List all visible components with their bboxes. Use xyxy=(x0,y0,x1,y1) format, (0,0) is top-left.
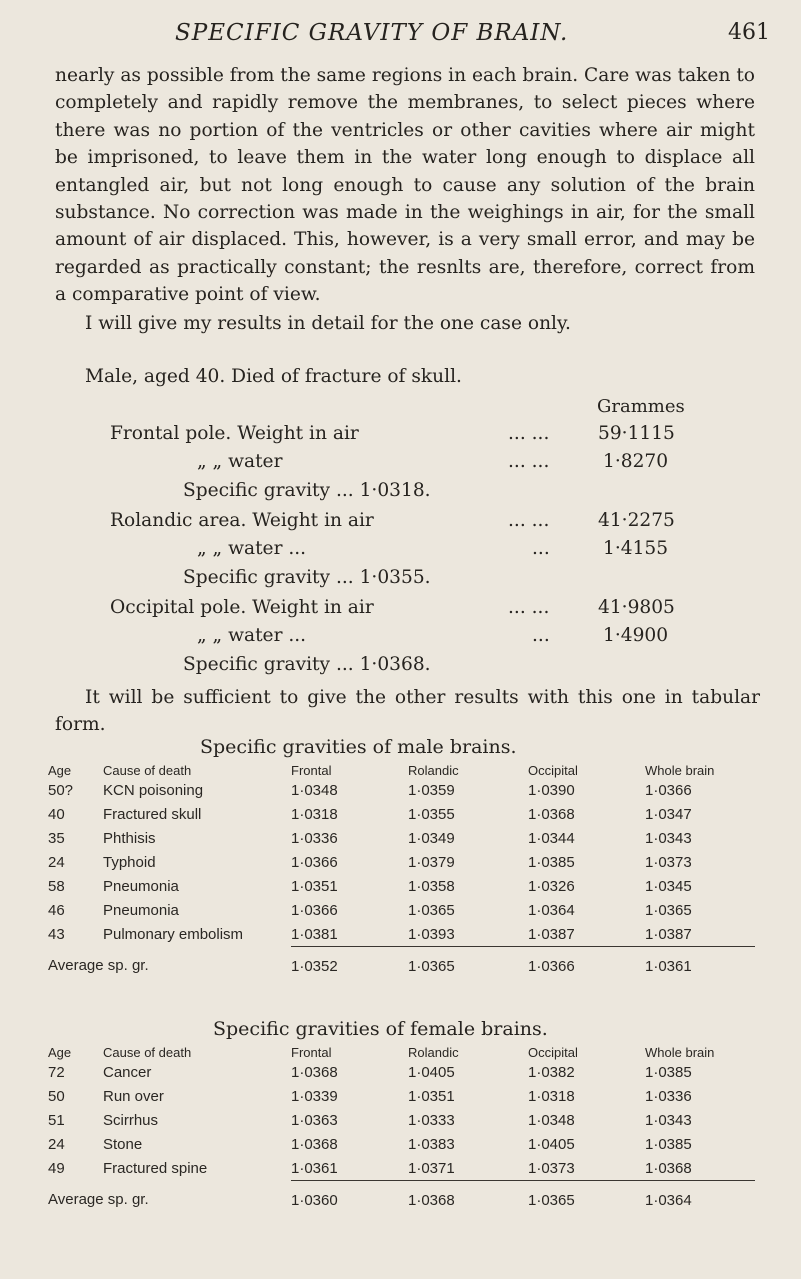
leader-dots: ... ... xyxy=(508,597,550,618)
table-row xyxy=(48,898,755,922)
average-value: 1·0365 xyxy=(528,1181,645,1212)
cause-cell: Fractured spine xyxy=(103,1159,208,1177)
rolandic-cell: 1·0405 xyxy=(408,1063,455,1081)
rolandic-cell: 1·0349 xyxy=(408,829,455,847)
whole-brain-cell: 1·0368 xyxy=(645,1159,692,1177)
measure-value: 1·8270 xyxy=(603,451,669,472)
rolandic-cell: 1·0393 xyxy=(408,925,455,943)
whole-brain-cell: 1·0365 xyxy=(645,901,692,919)
column-header: Occipital xyxy=(528,763,578,778)
rolandic-cell: 1·0355 xyxy=(408,805,455,823)
column-header: Whole brain xyxy=(645,1045,715,1060)
table-header-row xyxy=(48,760,755,778)
whole-brain-cell: 1·0385 xyxy=(645,1063,692,1081)
occipital-cell: 1·0387 xyxy=(528,925,575,943)
column-header: Age xyxy=(48,763,72,778)
cause-cell: Fractured skull xyxy=(103,805,202,823)
average-label: Average sp. gr. xyxy=(48,1191,149,1209)
whole-brain-cell: 1·0336 xyxy=(645,1087,692,1105)
age-cell: 72 xyxy=(48,1063,65,1081)
rolandic-cell: 1·0379 xyxy=(408,853,455,871)
frontal-cell: 1·0366 xyxy=(291,901,338,919)
rolandic-cell: 1·0351 xyxy=(408,1087,455,1105)
cause-cell: Stone xyxy=(103,1135,143,1153)
rolandic-cell: 1·0358 xyxy=(408,877,455,895)
measure-label: Rolandic area. Weight in air xyxy=(110,510,374,531)
cause-cell: Pulmonary embolism xyxy=(103,925,244,943)
whole-brain-cell: 1·0347 xyxy=(645,805,692,823)
measure-value: 41·9805 xyxy=(598,597,675,618)
rolandic-cell: 1·0371 xyxy=(408,1159,455,1177)
frontal-cell: 1·0363 xyxy=(291,1111,338,1129)
running-head xyxy=(0,20,801,52)
age-cell: 35 xyxy=(48,829,65,847)
male-table-caption: Specific gravities of male brains. xyxy=(200,736,517,758)
table-row xyxy=(48,1156,755,1181)
average-value: 1·0364 xyxy=(645,1181,755,1212)
average-value: 1·0361 xyxy=(645,947,755,978)
frontal-cell: 1·0336 xyxy=(291,829,338,847)
average-label: Average sp. gr. xyxy=(48,957,149,975)
page-number: 461 xyxy=(728,20,770,45)
column-header: Frontal xyxy=(291,763,332,778)
frontal-cell: 1·0348 xyxy=(291,781,338,799)
age-cell: 24 xyxy=(48,853,65,871)
column-header: Cause of death xyxy=(103,1045,192,1060)
occipital-cell: 1·0368 xyxy=(528,805,575,823)
occipital-cell: 1·0390 xyxy=(528,781,575,799)
column-header: Occipital xyxy=(528,1045,578,1060)
table-row xyxy=(48,1084,755,1108)
column-header: Whole brain xyxy=(645,763,715,778)
rolandic-cell: 1·0333 xyxy=(408,1111,455,1129)
measure-value: 1·4155 xyxy=(603,538,669,559)
case-heading: Male, aged 40. Died of fracture of skull. xyxy=(85,366,462,387)
leader-dots: ... ... xyxy=(508,423,550,444)
occipital-cell: 1·0385 xyxy=(528,853,575,871)
frontal-cell: 1·0361 xyxy=(291,1159,338,1177)
intro-paragraph: nearly as possible from the same regions in each brain. Care was taken to completely and rapidly remove the membranes, to select pieces where there was no portion of the ventricles or other cavities where air might be imprisoned, to leave them in the water long enough to displace all entangled air, but not long enough to cause any solution of the brain substance. No correction was made in the weighings in air, for the small amount of air displaced. This, however, is a very small error, and may be regarded as practically constant; the resnlts are, therefore, correct from a comparative point of view. xyxy=(55,65,755,306)
measure-value: 1·4900 xyxy=(603,625,669,646)
frontal-cell: 1·0381 xyxy=(291,925,338,943)
tabular-sentence: It will be sufficient to give the other results with this one in tabular form. xyxy=(55,687,760,736)
frontal-cell: 1·0318 xyxy=(291,805,338,823)
frontal-cell: 1·0368 xyxy=(291,1063,338,1081)
table-row xyxy=(48,1060,755,1084)
average-value: 1·0360 xyxy=(291,1181,408,1212)
occipital-cell: 1·0373 xyxy=(528,1159,575,1177)
leader-dots: ... ... xyxy=(508,510,550,531)
average-value: 1·0352 xyxy=(291,947,408,978)
rolandic-cell: 1·0383 xyxy=(408,1135,455,1153)
table-row xyxy=(48,874,755,898)
age-cell: 40 xyxy=(48,805,65,823)
whole-brain-cell: 1·0343 xyxy=(645,1111,692,1129)
table-row xyxy=(48,1132,755,1156)
rolandic-cell: 1·0359 xyxy=(408,781,455,799)
frontal-cell: 1·0368 xyxy=(291,1135,338,1153)
whole-brain-cell: 1·0343 xyxy=(645,829,692,847)
whole-brain-cell: 1·0385 xyxy=(645,1135,692,1153)
table-row xyxy=(48,850,755,874)
leader-dots: ... xyxy=(532,538,550,559)
female-gravities-table xyxy=(48,1042,755,1211)
age-cell: 51 xyxy=(48,1111,65,1129)
average-value: 1·0365 xyxy=(408,947,528,978)
average-row xyxy=(48,1181,755,1212)
running-title: SPECIFIC GRAVITY OF BRAIN. xyxy=(175,20,569,46)
table-row xyxy=(48,826,755,850)
frontal-cell: 1·0339 xyxy=(291,1087,338,1105)
age-cell: 43 xyxy=(48,925,65,943)
age-cell: 49 xyxy=(48,1159,65,1177)
age-cell: 46 xyxy=(48,901,65,919)
unit-heading: Grammes xyxy=(597,396,685,417)
whole-brain-cell: 1·0387 xyxy=(645,925,692,943)
average-value: 1·0368 xyxy=(408,1181,528,1212)
age-cell: 50 xyxy=(48,1087,65,1105)
whole-brain-cell: 1·0373 xyxy=(645,853,692,871)
specific-gravity-line: Specific gravity ... 1·0368. xyxy=(183,654,431,675)
measure-value: 41·2275 xyxy=(598,510,675,531)
average-row xyxy=(48,947,755,978)
column-header: Cause of death xyxy=(103,763,192,778)
leader-dots: ... xyxy=(532,625,550,646)
table-row xyxy=(48,1108,755,1132)
average-value: 1·0366 xyxy=(528,947,645,978)
rolandic-cell: 1·0365 xyxy=(408,901,455,919)
cause-cell: Run over xyxy=(103,1087,164,1105)
cause-cell: Typhoid xyxy=(103,853,156,871)
specific-gravity-line: Specific gravity ... 1·0318. xyxy=(183,480,431,501)
cause-cell: KCN poisoning xyxy=(103,781,204,799)
measure-label: Frontal pole. Weight in air xyxy=(110,423,359,444)
cause-cell: Pneumonia xyxy=(103,877,179,895)
measure-label: Occipital pole. Weight in air xyxy=(110,597,374,618)
column-header: Rolandic xyxy=(408,1045,459,1060)
male-gravities-table xyxy=(48,760,755,977)
table-header-row xyxy=(48,1042,755,1060)
measure-label: „ „ water ... xyxy=(197,538,307,559)
detail-sentence: I will give my results in detail for the one case only. xyxy=(85,313,571,334)
female-table-caption: Specific gravities of female brains. xyxy=(213,1018,548,1040)
leader-dots: ... ... xyxy=(508,451,550,472)
cause-cell: Cancer xyxy=(103,1063,152,1081)
measure-label: „ „ water ... xyxy=(197,625,307,646)
column-header: Rolandic xyxy=(408,763,459,778)
age-cell: 50? xyxy=(48,781,74,799)
cause-cell: Scirrhus xyxy=(103,1111,159,1129)
age-cell: 24 xyxy=(48,1135,65,1153)
age-cell: 58 xyxy=(48,877,65,895)
frontal-cell: 1·0366 xyxy=(291,853,338,871)
table-row xyxy=(48,802,755,826)
specific-gravity-line: Specific gravity ... 1·0355. xyxy=(183,567,431,588)
occipital-cell: 1·0382 xyxy=(528,1063,575,1081)
measure-label: „ „ water xyxy=(197,451,283,472)
cause-cell: Phthisis xyxy=(103,829,156,847)
frontal-cell: 1·0351 xyxy=(291,877,338,895)
column-header: Age xyxy=(48,1045,72,1060)
whole-brain-cell: 1·0366 xyxy=(645,781,692,799)
occipital-cell: 1·0348 xyxy=(528,1111,575,1129)
occipital-cell: 1·0405 xyxy=(528,1135,575,1153)
table-row xyxy=(48,778,755,802)
whole-brain-cell: 1·0345 xyxy=(645,877,692,895)
measure-value: 59·1115 xyxy=(598,423,675,444)
table-row xyxy=(48,922,755,947)
occipital-cell: 1·0364 xyxy=(528,901,575,919)
occipital-cell: 1·0344 xyxy=(528,829,575,847)
occipital-cell: 1·0326 xyxy=(528,877,575,895)
cause-cell: Pneumonia xyxy=(103,901,179,919)
occipital-cell: 1·0318 xyxy=(528,1087,575,1105)
column-header: Frontal xyxy=(291,1045,332,1060)
